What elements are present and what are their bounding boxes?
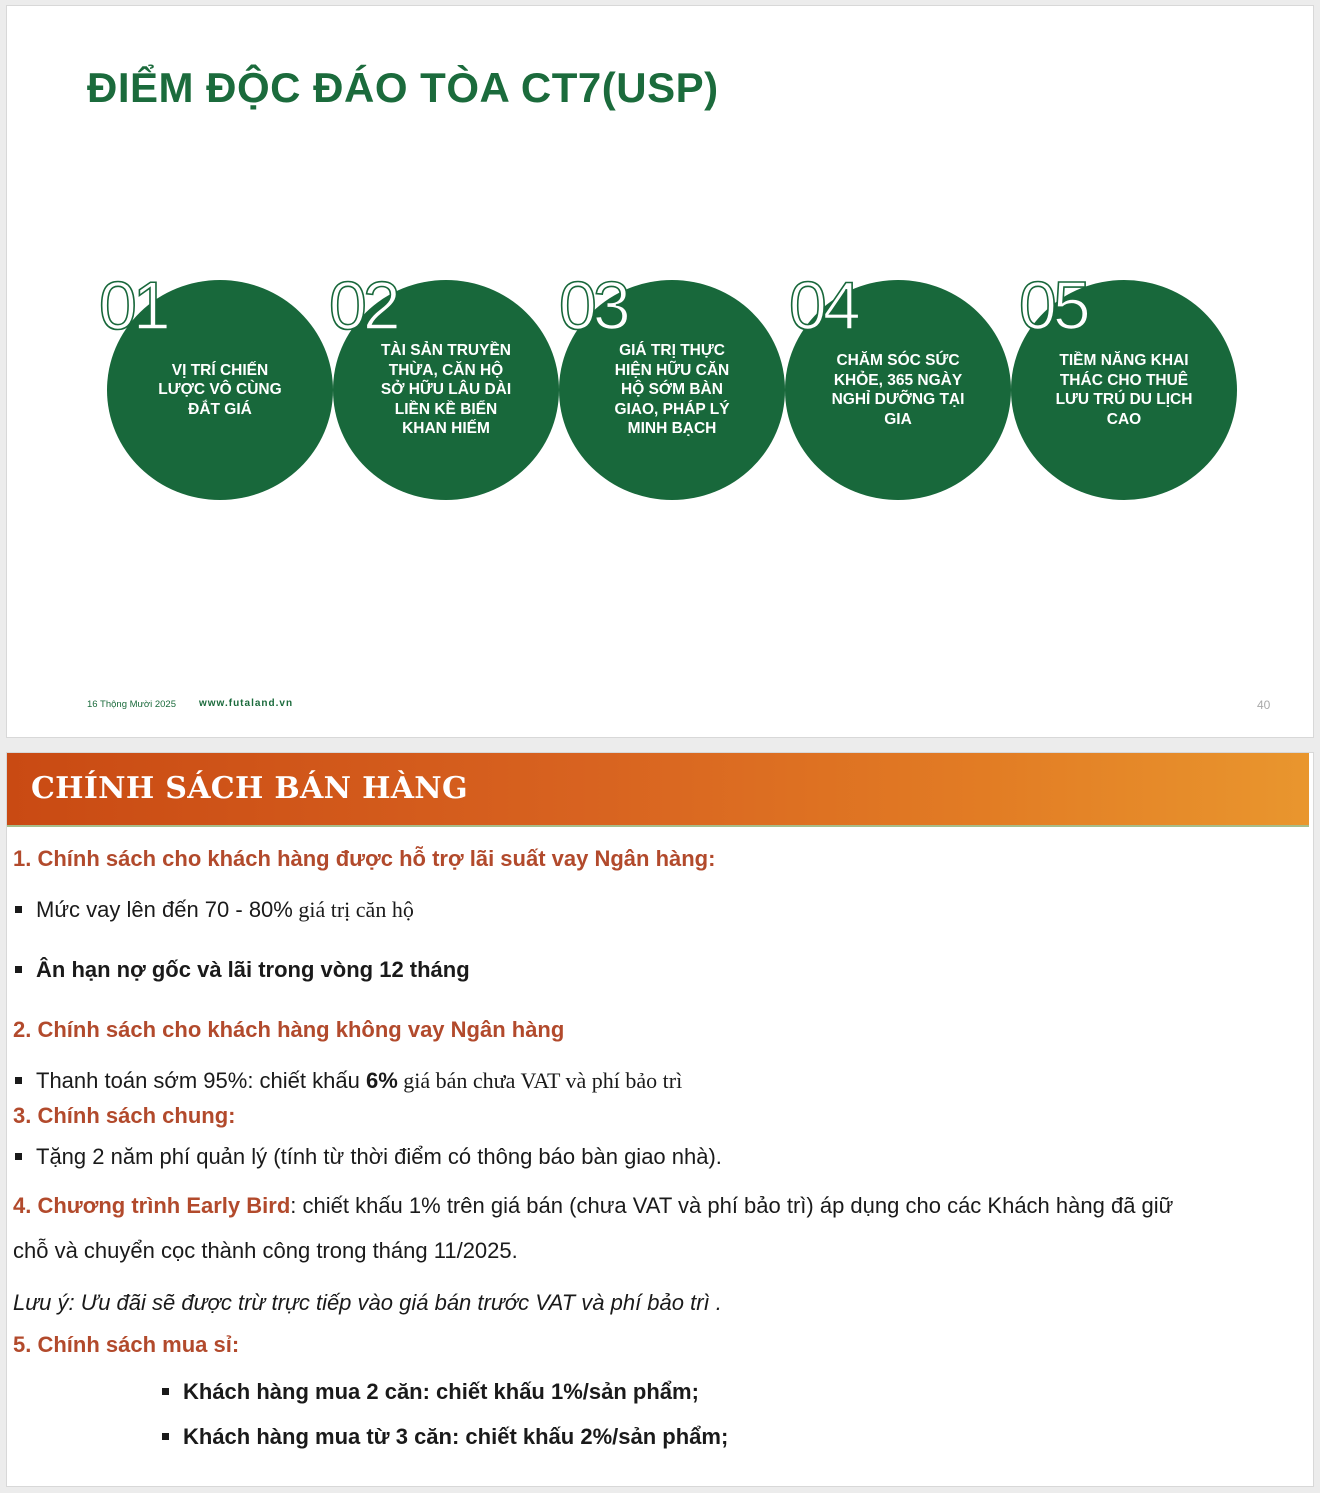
section1-bullet-1-text-a: Mức vay lên đến 70 - 80% (36, 897, 293, 922)
usp-number-5: 05 (1019, 268, 1087, 344)
section3-bullet-1 (15, 1144, 722, 1170)
section2-bullet-1 (15, 1068, 682, 1094)
section1-bullet-1-text-b: giá trị căn hộ (292, 897, 414, 922)
footer-date: 16 Thộng Mười 2025 (87, 699, 176, 710)
usp-text-2: TÀI SẢN TRUYỀN THỪA, CĂN HỘ SỞ HỮU LÂU DÀI LIỀN KỀ BIỂN KHAN HIẾM (380, 342, 512, 438)
section2-bullet-1-text-a: Thanh toán sớm 95%: chiết khấu (36, 1068, 366, 1093)
bullet-square-icon (15, 966, 22, 973)
bullet-square-icon (15, 906, 22, 913)
title-banner (7, 753, 1309, 827)
usp-text-4: CHĂM SÓC SỨC KHỎE, 365 NGÀY NGHỈ DƯỠNG TẠI GIA (831, 352, 965, 428)
usp-text-3: GIÁ TRỊ THỰC HIỆN HỮU CĂN HỘ SỚM BÀN GIAO, PHÁP LÝ MINH BẠCH (614, 342, 730, 438)
bullet-square-icon (15, 1153, 22, 1160)
section5-bullet-2 (162, 1424, 728, 1450)
section2-heading: 2. Chính sách cho khách hàng không vay Ngân hàng (13, 1017, 565, 1042)
page-number: 40 (1257, 698, 1271, 712)
bullet-square-icon (162, 1433, 169, 1440)
usp-number-4: 04 (789, 268, 857, 344)
bullet-square-icon (15, 1077, 22, 1084)
usp-text-5: TIỀM NĂNG KHAI THÁC CHO THUÊ LƯU TRÚ DU LỊCH CAO (1055, 352, 1193, 428)
section5-bullet-2-text: Khách hàng mua từ 3 căn: chiết khấu 2%/sản phẩm; (183, 1424, 729, 1449)
section5-bullet-1-text: Khách hàng mua 2 căn: chiết khấu 1%/sản phẩm; (183, 1379, 699, 1404)
section3-bullet-1-text: Tặng 2 năm phí quản lý (tính từ thời điểm có thông báo bàn giao nhà). (36, 1144, 722, 1169)
sales-policy-slide (6, 752, 1314, 1487)
bullet-square-icon (162, 1388, 169, 1395)
section1-bullet-2 (15, 957, 470, 983)
usp-slide (6, 5, 1314, 738)
usp-number-3: 03 (559, 268, 627, 344)
section1-bullet-1 (15, 897, 414, 923)
usp-number-1: 01 (99, 268, 167, 344)
section2-bullet-1-text-b: 6% (365, 1068, 398, 1093)
section5-bullet-1 (162, 1379, 699, 1405)
usp-text-1: VỊ TRÍ CHIẾN LƯỢC VÔ CÙNG ĐẮT GIÁ (158, 361, 282, 418)
section4-line-1 (13, 1193, 1309, 1219)
section4-note: Lưu ý: Ưu đãi sẽ được trừ trực tiếp vào giá bán trước VAT và phí bảo trì . (13, 1290, 722, 1315)
section3-heading: 3. Chính sách chung: (13, 1103, 236, 1128)
section5-heading: 5. Chính sách mua sỉ: (13, 1332, 240, 1357)
usp-number-2: 02 (329, 268, 397, 344)
banner-title: CHÍNH SÁCH BÁN HÀNG (31, 771, 468, 806)
section1-heading: 1. Chính sách cho khách hàng được hỗ trợ lãi suất vay Ngân hàng: (13, 846, 716, 871)
section4-line-2: chỗ và chuyển cọc thành công trong tháng 11/2025. (13, 1238, 518, 1263)
slide-title: ĐIỂM ĐỘC ĐÁO TÒA CT7(USP) (87, 64, 719, 111)
section1-bullet-2-text: Ân hạn nợ gốc và lãi trong vòng 12 tháng (36, 957, 470, 982)
footer-url: www.futaland.vn (199, 698, 294, 709)
section4-line-1-rest: : chiết khấu 1% trên giá bán (chưa VAT và phí bảo trì) áp dụng cho các Khách hàng đã giữ (290, 1193, 1174, 1218)
section4-label: 4. Chương trình Early Bird (13, 1193, 291, 1218)
section2-bullet-1-text-c: giá bán chưa VAT và phí bảo trì (397, 1068, 683, 1093)
